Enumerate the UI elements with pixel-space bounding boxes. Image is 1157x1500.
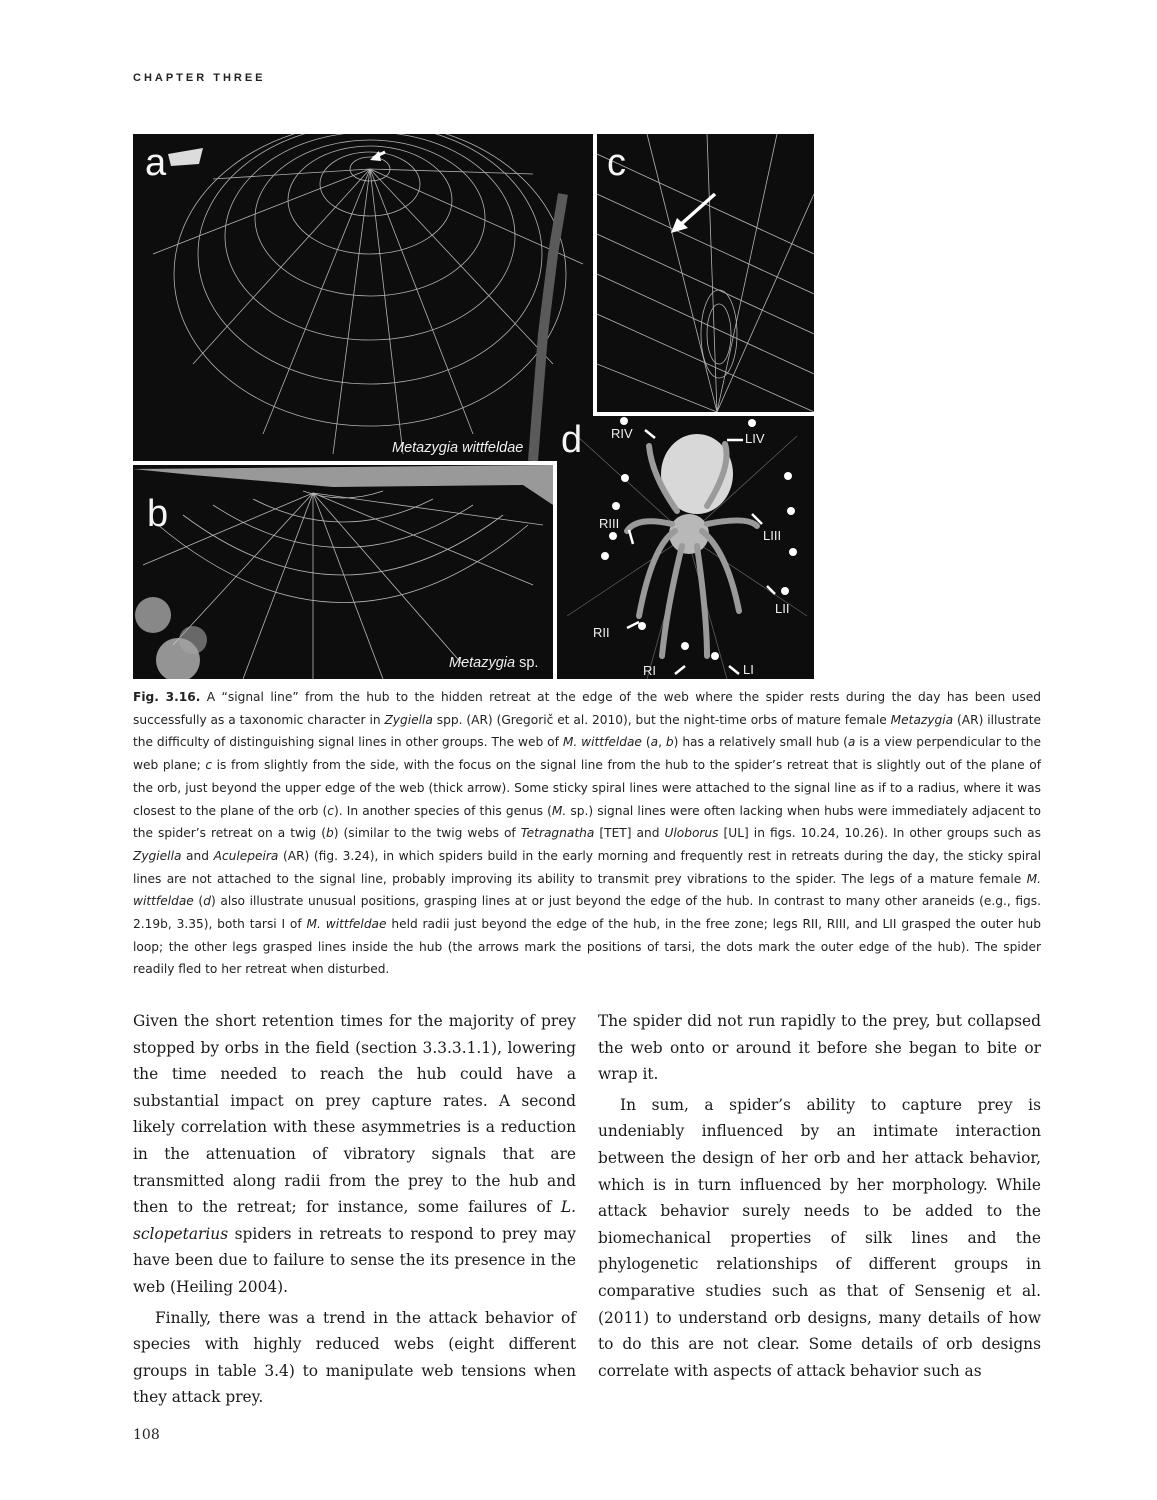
caption-text: A “signal line” from the hub to the hidden retreat at the edge of the web where the spider rests during the day has been used successfully as a taxonomic character in <box>133 690 1041 727</box>
panel-b-sp: sp. <box>515 655 539 671</box>
caption-taxon: M. wittfeldae <box>562 735 642 750</box>
body-paragraph: The spider did not run rapidly to the prey, but collapsed the web onto or around it before she began to bite or wrap it. <box>598 1012 1041 1084</box>
panel-b-species-label <box>449 655 538 671</box>
caption-taxon: Metazygia <box>890 712 954 727</box>
caption-text: is from slightly from the side, with the focus on the signal line from the hub to the spider’s retreat that is slightly out of the plane of the orb, just beyond the upper edge of the web (thick arrow). Some sticky spiral lines were attached to the signal line as if to a radius, where it was closest to the plane of the orb ( <box>133 758 1042 818</box>
panel-b-genus: Metazygia <box>449 655 516 671</box>
body-column-right <box>598 1008 1041 1384</box>
figure-3-16 <box>133 134 814 679</box>
caption-text: [UL] in figs. 10.24, 10.26). In other groups such as <box>718 826 1041 841</box>
caption-taxon: Zygiella <box>384 712 433 727</box>
caption-taxon: M. <box>551 803 567 818</box>
caption-taxon: Tetragnatha <box>520 826 595 841</box>
caption-text: held radii just beyond the edge of the hub, in the free zone; legs RII, RIII, and LII grasped the outer hub loop; the other legs grasped lines inside the hub (the arrows mark the positions of tarsi, the dots mark the outer edge of the hub). The spider readily fled to her retreat when disturbed. <box>133 917 1041 977</box>
caption-text: is a view perpendicular to the web plane; <box>133 735 1041 773</box>
caption-text: ) also illustrate unusual positions, grasping lines at or just beyond the edge of the hub. In contrast to many other araneids (e.g., figs. 2.19b, 3.35), both tarsi I of <box>133 894 1041 932</box>
panel-letter-c: c <box>607 142 626 184</box>
caption-panel-ref: b <box>325 826 334 841</box>
panel-letter-b: b <box>147 493 169 535</box>
caption-taxon: M. wittfeldae <box>306 917 387 932</box>
photo-panel-c <box>597 134 814 412</box>
caption-text: ( <box>193 894 204 909</box>
body-paragraph: In sum, a spider’s ability to capture prey is undeniably influenced by an intimate interaction between the design of her orb and her attack behavior, which is in turn influenced by her morphology. While attack behavior surely needs to be added to the biomechanical properties of silk lines and the phylogenetic relationships of different groups in comparative studies such as that of Sensenig et al. (2011) to understand orb designs, many details of how to do this are not clear. Some details of orb designs correlate with aspects of attack behavior such as <box>598 1095 1041 1380</box>
body-paragraph <box>133 1008 576 1301</box>
caption-panel-ref: c <box>205 758 213 773</box>
caption-taxon: Aculepeira <box>213 848 279 863</box>
caption-taxon: M. wittfeldae <box>133 871 1041 909</box>
photo-panel-b <box>133 465 553 679</box>
caption-text: (AR) illustrate the difficulty of distinguishing signal lines in other groups. The web of <box>133 712 1041 750</box>
caption-text: (AR) (fig. 3.24), in which spiders build in the early morning and frequently rest in retreats during the day, the sticky spiral lines are not attached to the signal line, probably improving its ability to transmit prey vibrations to the spider. The legs of a mature female <box>133 848 1041 886</box>
leg-label-lii: LII <box>775 601 790 616</box>
caption-taxon: Uloborus <box>664 826 719 841</box>
caption-panel-ref: c <box>327 803 334 818</box>
leg-label-liii: LIII <box>763 528 782 543</box>
panel-letter-a: a <box>145 142 167 184</box>
figure-caption-label: Fig. 3.16. <box>133 690 201 704</box>
body-column-left <box>133 1008 576 1411</box>
caption-text: and <box>181 848 214 863</box>
caption-text: sp.) signal lines were often lacking when hubs were immediately adjacent to the spider’s retreat on a twig ( <box>133 803 1041 841</box>
figure-caption <box>133 686 1041 981</box>
body-text: spiders in retreats to respond to prey may have been due to failure to sense the its presence in the web (Heiling 2004). <box>133 1224 576 1296</box>
caption-text: , <box>658 735 666 750</box>
leg-label-ri: RI <box>643 663 656 678</box>
caption-text: [TET] and <box>594 826 665 841</box>
orb-web-photo-c <box>597 134 814 412</box>
caption-text: spp. (AR) (Gregorič et al. 2010), but the night-time orbs of mature female <box>432 712 891 727</box>
caption-text: ) has a relatively small hub ( <box>673 735 848 750</box>
caption-panel-ref: a <box>650 735 659 750</box>
caption-text: ) (similar to the twig webs of <box>333 826 521 841</box>
caption-panel-ref: d <box>203 894 211 909</box>
leg-label-riv: RIV <box>611 426 633 441</box>
orb-web-photo-b <box>133 465 553 679</box>
caption-text: ). In another species of this genus ( <box>333 803 552 818</box>
caption-taxon: Zygiella <box>133 848 182 863</box>
body-taxon: L. sclopetarius <box>133 1198 576 1243</box>
leg-label-li: LI <box>743 662 754 677</box>
caption-panel-ref: a <box>847 735 856 750</box>
body-paragraph: Finally, there was a trend in the attack behavior of species with highly reduced webs (eight different groups in table 3.4) to manipulate web tensions when they attack prey. <box>133 1308 576 1407</box>
page-number: 108 <box>133 1427 160 1443</box>
leg-label-rii: RII <box>593 625 610 640</box>
running-head: CHAPTER THREE <box>133 72 266 84</box>
leg-label-riii: RIII <box>599 516 620 531</box>
panel-letter-d: d <box>561 419 583 461</box>
leg-label-liv: LIV <box>745 431 765 446</box>
panel-a-species-label: Metazygia wittfeldae <box>392 440 524 456</box>
photo-panel-a <box>133 134 593 461</box>
photo-panel-d <box>557 416 814 679</box>
body-text: Given the short retention times for the majority of prey stopped by orbs in the field (section 3.3.3.1.1), lowering the time needed to reach the hub could have a substantial impact on prey capture rates. A second likely correlation with these asymmetries is a reduction in the attenuation of vibratory signals that are transmitted along radii from the prey to the hub and then to the retreat; for instance, some failures of <box>133 1012 576 1217</box>
caption-text: ( <box>641 735 651 750</box>
orb-web-photo-a <box>133 134 593 461</box>
caption-panel-ref: b <box>665 735 674 750</box>
